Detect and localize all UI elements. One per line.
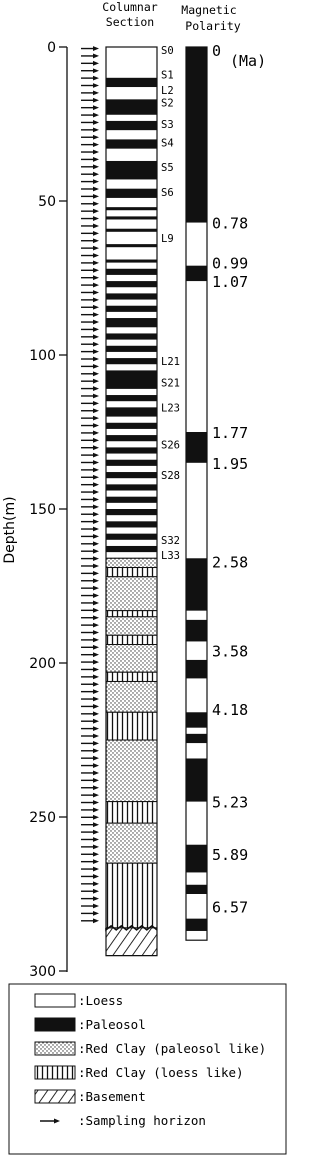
legend-swatch-paleosol-like [35,1042,75,1055]
normal-polarity-band [186,620,207,642]
sampling-arrows [81,46,99,923]
sampling-arrow-head [93,490,99,495]
sampling-arrow-head [93,460,99,465]
sampling-arrow-head [93,756,99,761]
paleosol-band [106,447,157,453]
paleosol-like-layer [106,823,157,863]
age-label: 5.89 [212,845,249,864]
sampling-arrow-head [93,83,99,88]
sampling-arrow-head [93,290,99,295]
sampling-arrow-head [93,830,99,835]
paleosol-band [106,293,157,299]
unit-label: S28 [161,470,180,483]
sampling-arrow-head [93,601,99,606]
legend-swatch-loess-like [35,1066,75,1079]
normal-polarity-band [186,919,207,931]
sampling-arrow-head [93,90,99,95]
columnar-section [106,47,157,956]
sampling-arrow-head [93,268,99,273]
sampling-arrow-head [93,911,99,916]
sampling-arrow-head [93,867,99,872]
sampling-arrow-head [93,771,99,776]
normal-polarity-band [186,47,207,223]
age-label: 3.58 [212,642,249,661]
unit-label: S2 [161,97,174,110]
sampling-arrow-head [93,179,99,184]
legend-swatch-paleosol [35,1018,75,1031]
sampling-arrow-head [93,874,99,879]
sampling-arrow-head [93,386,99,391]
columnar-header-line2: Section [105,15,155,29]
unit-label: S6 [161,186,174,199]
normal-polarity-band [186,712,207,727]
sampling-arrow-head [93,201,99,206]
sampling-arrow-head [93,556,99,561]
unit-label: S0 [161,45,174,58]
sampling-arrow-head [93,534,99,539]
sampling-arrow-head [93,54,99,59]
legend [9,984,286,1154]
sampling-arrow-head [93,216,99,221]
legend-label: :Basement [78,1089,146,1104]
sampling-arrow-head [93,571,99,576]
paleosol-band [106,395,157,401]
sampling-arrow-head [93,68,99,73]
sampling-arrow-head [93,652,99,657]
age-unit-label: (Ma) [230,52,267,70]
loess-like-layer [106,635,157,644]
sampling-arrow-head [93,719,99,724]
magnetic-header-line2: Polarity [185,19,241,33]
unit-label: S1 [161,69,174,82]
sampling-arrow-head [93,327,99,332]
sampling-arrow-head [93,401,99,406]
age-label: 1.07 [212,273,249,292]
loess-like-layer [106,672,157,681]
sampling-arrow-head [93,748,99,753]
sampling-arrow-head [93,283,99,288]
paleosol-like-layer [106,740,157,802]
legend-label: :Red Clay (loess like) [78,1065,244,1080]
sampling-arrow-head [93,785,99,790]
sampling-arrow-head [93,46,99,51]
age-label: 4.18 [212,701,249,720]
paleosol-band [106,281,157,287]
paleosol-like-layer [106,617,157,635]
sampling-arrow-head [93,246,99,251]
sampling-arrow-head [93,357,99,362]
sampling-arrow-head [93,512,99,517]
depth-tick-label: 250 [29,810,56,826]
paleosol-band [106,306,157,312]
sampling-arrow-head [93,416,99,421]
paleosol-band [106,472,157,478]
paleosol-band [106,346,157,352]
sampling-arrow-head [93,527,99,532]
sampling-arrow-head [93,541,99,546]
sampling-arrow-head [93,482,99,487]
sampling-arrow-head [93,76,99,81]
sampling-arrow-head [93,837,99,842]
sampling-arrow-head [93,808,99,813]
sampling-arrow-head [93,881,99,886]
normal-polarity-band [186,734,207,743]
paleosol-like-layer [106,577,157,611]
paleosol-band [106,509,157,515]
sampling-arrow-head [93,697,99,702]
sampling-arrow-head [93,164,99,169]
age-label: 1.77 [212,424,249,442]
sampling-arrow-head [93,519,99,524]
paleosol-band [106,370,157,388]
unit-label: S26 [161,439,180,452]
age-label: 6.57 [212,898,249,917]
sampling-arrow-head [93,105,99,110]
sampling-arrow-head [93,734,99,739]
depth-tick-label: 50 [38,194,56,210]
unit-label: S4 [161,137,174,150]
sampling-arrow-head [93,157,99,162]
normal-polarity-band [186,885,207,894]
sampling-arrow-head [93,674,99,679]
unit-label: L9 [161,232,174,245]
sampling-arrow-head [93,312,99,317]
sampling-arrow-head [93,815,99,820]
loess-like-layer [106,611,157,617]
sampling-arrow-head [93,445,99,450]
unit-label: S3 [161,119,174,131]
age-label: 0 [212,42,222,61]
paleosol-band [106,521,157,527]
sampling-arrow-head [93,711,99,716]
normal-polarity-band [186,845,207,873]
sampling-arrow-head [93,394,99,399]
depth-axis-label: Depth(m) [2,496,18,564]
paleosol-band [106,423,157,429]
sampling-arrow-head [93,859,99,864]
sampling-arrow-head [93,61,99,66]
paleosol-band [106,407,157,416]
sampling-arrow-head [93,98,99,103]
legend-label: :Loess [78,993,124,1008]
paleosol-band [106,229,157,232]
paleosol-band [106,78,157,87]
legend-arrow-icon-head [54,1119,60,1124]
basement-layer [106,928,157,956]
sampling-arrow-head [93,615,99,620]
sampling-arrow-head [93,682,99,687]
paleosol-band [106,358,157,364]
loess-like-layer [106,863,157,928]
magnetic-header-line1: Magnetic [181,3,237,17]
sampling-arrow-head [93,253,99,258]
sampling-arrow-head [93,135,99,140]
paleosol-band [106,546,157,552]
unit-label: L23 [161,402,180,415]
sampling-arrow-head [93,127,99,132]
paleosol-band [106,161,157,179]
paleosol-band [106,216,157,219]
sampling-arrow-head [93,549,99,554]
depth-axis-ticks [29,40,67,980]
loess-like-layer [106,802,157,824]
sampling-arrow-head [93,187,99,192]
sampling-arrow-head [93,741,99,746]
sampling-arrow-head [93,608,99,613]
sampling-arrow-head [93,438,99,443]
sampling-arrow-head [93,364,99,369]
sampling-arrow-head [93,763,99,768]
sampling-arrow-head [93,275,99,280]
sampling-arrow-head [93,261,99,266]
sampling-arrow-head [93,778,99,783]
paleosol-like-layer [106,558,157,567]
normal-polarity-band [186,432,207,463]
depth-tick-label: 100 [29,348,56,364]
legend-label: :Sampling horizon [78,1113,206,1128]
sampling-arrow-head [93,423,99,428]
sampling-arrow-head [93,896,99,901]
paleosol-band [106,189,157,198]
age-label: 0.78 [212,214,249,233]
sampling-arrow-head [93,852,99,857]
sampling-arrow-head [93,342,99,347]
sampling-arrow-head [93,231,99,236]
sampling-arrow-head [93,379,99,384]
magnetic-polarity-column [186,47,207,940]
loess-like-layer [106,712,157,740]
paleosol-band [106,99,157,114]
sampling-arrow-head [93,593,99,598]
normal-polarity-band [186,758,207,801]
paleosol-like-layer [106,681,157,712]
normal-polarity-band [186,266,207,281]
sampling-arrow-head [93,793,99,798]
unit-label: L21 [161,356,180,369]
depth-tick-label: 150 [29,502,56,518]
legend-swatch-loess [35,994,75,1007]
legend-label: :Red Clay (paleosol like) [78,1041,267,1056]
unit-labels [161,45,180,562]
normal-polarity-band [186,558,207,610]
sampling-arrow-head [93,142,99,147]
unit-label: S5 [161,162,174,175]
sampling-arrow-head [93,238,99,243]
sampling-arrow-head [93,638,99,643]
paleosol-band [106,484,157,490]
sampling-arrow-head [93,497,99,502]
paleosol-band [106,207,157,210]
age-labels [212,42,248,916]
sampling-arrow-head [93,660,99,665]
loess-like-layer [106,568,157,577]
sampling-arrow-head [93,113,99,118]
sampling-arrow-head [93,408,99,413]
sampling-arrow-head [93,586,99,591]
sampling-arrow-head [93,667,99,672]
sampling-arrow-head [93,297,99,302]
age-label: 0.99 [212,254,249,273]
paleosol-band [106,260,157,263]
sampling-arrow-head [93,371,99,376]
age-label: 2.58 [212,553,249,572]
sampling-arrow-head [93,209,99,214]
sampling-arrow-head [93,194,99,199]
sampling-arrow-head [93,704,99,709]
unit-label: L2 [161,85,174,98]
depth-tick-label: 200 [29,656,56,672]
paleosol-band [106,318,157,327]
sampling-arrow-head [93,578,99,583]
unit-label: L33 [161,550,180,563]
paleosol-band [106,460,157,466]
sampling-arrow-head [93,564,99,569]
sampling-arrow-head [93,467,99,472]
sampling-arrow-head [93,623,99,628]
sampling-arrow-head [93,305,99,310]
sampling-arrow-head [93,475,99,480]
sampling-arrow-head [93,904,99,909]
sampling-arrow-head [93,120,99,125]
age-label: 1.95 [212,454,249,473]
sampling-arrow-head [93,453,99,458]
paleosol-band [106,244,157,247]
sampling-arrow-head [93,889,99,894]
sampling-arrow-head [93,645,99,650]
sampling-arrow-head [93,844,99,849]
unit-label: S21 [161,377,180,390]
sampling-arrow-head [93,504,99,509]
columnar-header-line1: Columnar [102,0,158,14]
paleosol-band [106,534,157,540]
depth-tick-label: 0 [47,40,56,56]
sampling-arrow-head [93,822,99,827]
sampling-arrow-head [93,800,99,805]
sampling-arrow-head [93,150,99,155]
sampling-arrow-head [93,320,99,325]
sampling-arrow-head [93,431,99,436]
sampling-arrow-head [93,172,99,177]
depth-tick-label: 300 [29,964,56,980]
paleosol-band [106,269,157,275]
age-label: 5.23 [212,793,249,812]
sampling-arrow-head [93,918,99,923]
unit-label: S32 [161,534,180,547]
paleosol-like-layer [106,645,157,673]
sampling-arrow-head [93,224,99,229]
paleosol-band [106,333,157,339]
legend-swatch-basement [35,1090,75,1103]
normal-polarity-band [186,660,207,678]
paleosol-band [106,435,157,441]
sampling-arrow-head [93,334,99,339]
sampling-arrow-head [93,689,99,694]
sampling-arrow-head [93,726,99,731]
sampling-arrow-head [93,349,99,354]
paleosol-band [106,121,157,130]
paleosol-band [106,139,157,148]
sampling-arrow-head [93,630,99,635]
legend-label: :Paleosol [78,1017,146,1032]
paleosol-band [106,497,157,503]
